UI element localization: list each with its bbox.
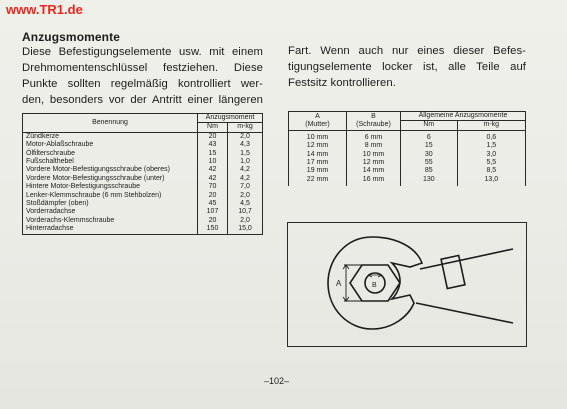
general-table-row (289, 130, 526, 142)
general-header-torque: Allgemeine Anzugsmomente (401, 112, 526, 121)
torque-cell-mkg: 4,2 (228, 166, 263, 174)
general-cell-b: 12 mm (347, 159, 401, 167)
wrench-diagram (287, 222, 527, 347)
torque-table-row (23, 200, 263, 208)
torque-cell-mkg: 2,0 (228, 217, 263, 225)
torque-cell-nm: 107 (198, 208, 228, 216)
general-header-a (289, 112, 347, 131)
wrench-handle (416, 249, 513, 323)
general-cell-a: 22 mm (289, 176, 347, 186)
torque-cell-nm: 43 (198, 141, 228, 149)
general-table-row (289, 176, 526, 186)
torque-cell-name: Hintere Motor-Befestigungsschraube (23, 183, 198, 191)
torque-table-body (23, 132, 263, 234)
intro-paragraph-left (22, 44, 263, 108)
general-cell-a: 10 mm (289, 130, 347, 142)
general-cell-mkg: 8,5 (457, 167, 525, 175)
dimension-a-label: A (336, 279, 342, 288)
general-cell-b: 14 mm (347, 167, 401, 175)
general-header-b (347, 112, 401, 131)
torque-cell-name: Vorderachs-Klemmschraube (23, 217, 198, 225)
torque-cell-mkg: 1,5 (228, 150, 263, 158)
torque-cell-mkg: 10,7 (228, 208, 263, 216)
torque-table-row (23, 132, 263, 141)
torque-cell-nm: 45 (198, 200, 228, 208)
torque-cell-mkg: 7,0 (228, 183, 263, 191)
general-cell-b: 16 mm (347, 176, 401, 186)
intro-left-line: Punkte sollten regelmäßig kontrolliert wer- (22, 78, 263, 90)
torque-table-row (23, 150, 263, 158)
general-table-row (289, 151, 526, 159)
intro-right-line: Fart. Wenn auch nur eines dieser Befes- (288, 45, 526, 57)
general-header-a-sub: (Mutter) (305, 120, 330, 128)
torque-cell-mkg: 1,0 (228, 158, 263, 166)
site-link[interactable]: www.TR1.de (6, 2, 83, 17)
torque-cell-name: Fußschalthebel (23, 158, 198, 166)
general-header-b-sub: (Schraube) (356, 120, 391, 128)
page-number: –102– (264, 376, 290, 386)
torque-cell-nm: 42 (198, 175, 228, 183)
torque-table-row (23, 158, 263, 166)
torque-cell-name: Stoßdämpfer (oben) (23, 200, 198, 208)
intro-paragraph-right (288, 43, 526, 91)
general-table-row (289, 159, 526, 167)
general-cell-a: 19 mm (289, 167, 347, 175)
torque-cell-mkg: 4,3 (228, 141, 263, 149)
intro-left-line: Drehmomentenschlüssel festziehen. Diese (22, 62, 263, 74)
general-cell-nm: 55 (401, 159, 458, 167)
general-header-mkg: m-kg (457, 121, 525, 130)
torque-table-row (23, 208, 263, 216)
general-header-a-label: A (315, 112, 320, 120)
torque-table-row (23, 166, 263, 174)
torque-cell-name: Vordere Motor-Befestigungsschraube (oberes) (23, 166, 198, 174)
general-cell-b: 6 mm (347, 130, 401, 142)
intro-left-line: Diese Befestigungselemente usw. mit einem (22, 46, 263, 58)
general-cell-a: 14 mm (289, 151, 347, 159)
general-header-b-label: B (371, 112, 376, 120)
general-cell-mkg: 0,6 (457, 130, 525, 142)
torque-cell-name: Lenker-Klemmschraube (6 mm Stehbolzen) (23, 192, 198, 200)
torque-cell-nm: 15 (198, 150, 228, 158)
torque-cell-nm: 20 (198, 132, 228, 141)
torque-cell-nm: 10 (198, 158, 228, 166)
torque-cell-name: Vordere Motor-Befestigungsschraube (unter) (23, 175, 198, 183)
general-cell-b: 10 mm (347, 151, 401, 159)
intro-right-line: Festsitz kontrollieren. (288, 77, 396, 89)
section-heading: Anzugsmomente (22, 30, 120, 44)
general-cell-b: 8 mm (347, 142, 401, 150)
general-table-row (289, 167, 526, 175)
torque-table-row (23, 192, 263, 200)
general-cell-a: 17 mm (289, 159, 347, 167)
torque-cell-nm: 42 (198, 166, 228, 174)
torque-cell-nm: 70 (198, 183, 228, 191)
torque-table (22, 113, 263, 235)
general-cell-mkg: 13,0 (457, 176, 525, 186)
general-cell-a: 12 mm (289, 142, 347, 150)
general-cell-nm: 6 (401, 130, 458, 142)
torque-cell-nm: 20 (198, 192, 228, 200)
wrench-illustration (288, 223, 526, 346)
general-cell-nm: 15 (401, 142, 458, 150)
torque-cell-name: Ölfilterschraube (23, 150, 198, 158)
general-cell-nm: 85 (401, 167, 458, 175)
intro-left-line: den, besonders vor der Antritt einer längeren (22, 94, 263, 106)
general-torque-table (288, 111, 526, 186)
general-cell-nm: 30 (401, 151, 458, 159)
torque-table-row (23, 183, 263, 191)
general-cell-mkg: 5,5 (457, 159, 525, 167)
torque-header-nm: Nm (198, 123, 228, 132)
torque-cell-nm: 20 (198, 217, 228, 225)
general-table-body (289, 130, 526, 186)
torque-header-torque: Anzugsmoment (198, 114, 263, 123)
dimension-b-label: B (372, 282, 377, 289)
general-table-row (289, 142, 526, 150)
general-header-nm: Nm (401, 121, 458, 130)
torque-cell-nm: 150 (198, 225, 228, 234)
torque-cell-name: Zündkerze (23, 132, 198, 141)
general-cell-mkg: 1,5 (457, 142, 525, 150)
torque-cell-mkg: 4,2 (228, 175, 263, 183)
torque-cell-mkg: 15,0 (228, 225, 263, 234)
torque-cell-name: Hinterradachse (23, 225, 198, 234)
torque-cell-mkg: 2,0 (228, 192, 263, 200)
torque-cell-mkg: 2,0 (228, 132, 263, 141)
torque-header-mkg: m-kg (228, 123, 263, 132)
torque-cell-name: Motor-Ablaßschraube (23, 141, 198, 149)
torque-table-row (23, 141, 263, 149)
torque-cell-mkg: 4,5 (228, 200, 263, 208)
general-cell-mkg: 3,0 (457, 151, 525, 159)
intro-right-line: tigungselemente locker ist, alle Teile auf (288, 61, 526, 73)
torque-table-row (23, 175, 263, 183)
torque-table-row (23, 225, 263, 234)
torque-cell-name: Vorderradachse (23, 208, 198, 216)
general-cell-nm: 130 (401, 176, 458, 186)
torque-header-name: Benennung (23, 114, 198, 133)
torque-table-row (23, 217, 263, 225)
